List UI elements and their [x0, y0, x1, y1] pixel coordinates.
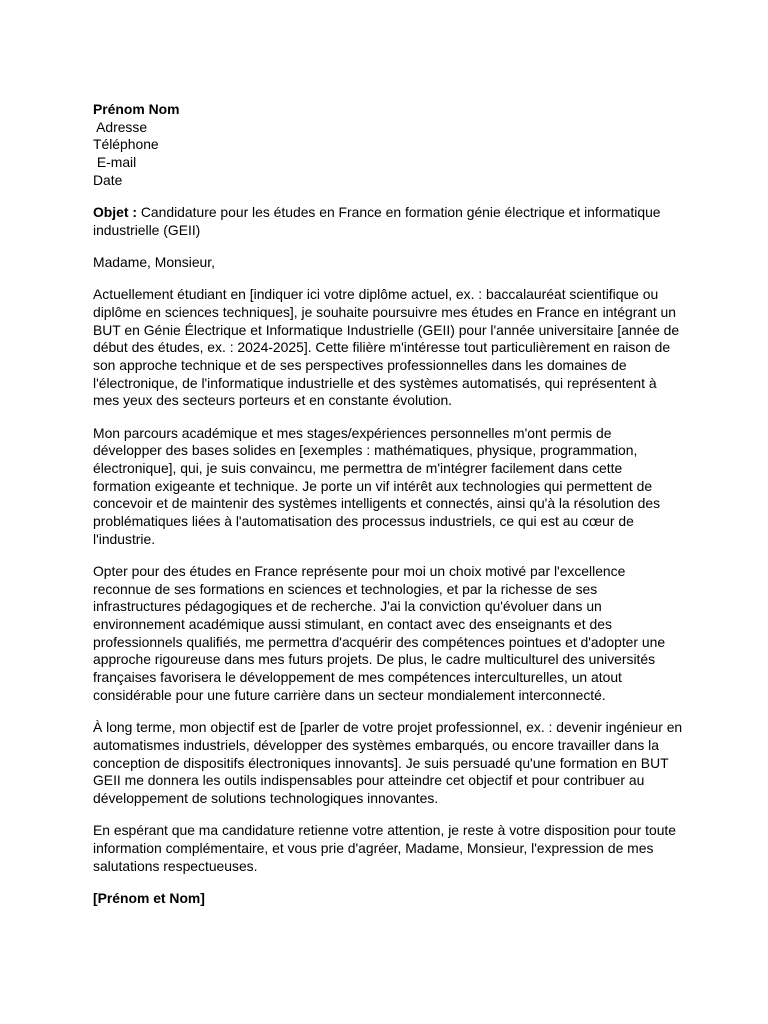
- subject-text: Candidature pour les études en France en formation génie électrique et informatique industrielle (GEII): [93, 204, 661, 238]
- letter-body: [93, 101, 683, 907]
- paragraph-motivation: Opter pour des études en France représente pour moi un choix motivé par l'excellence reconnue de ses formations en sciences et technologies, et par la richesse de ses infrastructures pédagogiques et de recherche. J'ai la conviction qu'évoluer dans un environnement académique aussi stimulant, en contact avec des enseignants et des professionnels qualifiés, me permettra d'acquérir des compétences pointues et d'adopter une approche rigoureuse dans mes futurs projets. De plus, le cadre multiculturel des universités françaises favorisera le développement de mes compétences interculturelles, un atout considérable pour une future carrière dans un secteur mondialement interconnecté.: [93, 562, 666, 703]
- salutation: Madame, Monsieur,: [93, 253, 215, 270]
- letter-date: Date: [93, 171, 123, 188]
- sender-phone: Téléphone: [93, 136, 159, 153]
- signature: [Prénom et Nom]: [93, 889, 205, 906]
- sender-email: E-mail: [93, 154, 137, 171]
- paragraph-career-goal: À long terme, mon objectif est de [parler de votre projet professionnel, ex. : devenir ingénieur en automatismes industriels, développer des systèmes embarqués, ou encore travailler dans la conception de dispositifs électroniques innovants]. Je suis persuadé qu'une formation en BUT GEII me donnera les outils indispensables pour atteindre cet objectif et pour contribuer au développement de solutions technologiques innovantes.: [93, 719, 683, 806]
- paragraph-intro: Actuellement étudiant en [indiquer ici votre diplôme actuel, ex. : baccalauréat scientifique ou diplôme en sciences techniques], je souhaite poursuivre mes études en France en intégrant un BUT en Génie Électrique et Informatique Industrielle (GEII) pour l'année universitaire [année de début des études, ex. : 2024-2025]. Cette filière m'intéresse tout particulièrement en raison de son approche technique et de ses perspectives professionnelles dans les domaines de l'électronique, de l'informatique industrielle et des systèmes automatisés, qui représentent à mes yeux des secteurs porteurs et en constante évolution.: [93, 286, 680, 409]
- subject-label: Objet :: [93, 204, 137, 221]
- paragraph-background: Mon parcours académique et mes stages/expériences personnelles m'ont permis de développer des bases solides en [exemples : mathématiques, physique, programmation, électronique], qui, je suis convaincu, me permettra de m'intégrer facilement dans cette formation exigeante et technique. Je porte un vif intérêt aux technologies qui permettent de concevoir et de maintenir des systèmes intelligents et connectés, ainsi qu'à la résolution des problématiques liées à l'automatisation des processus industriels, ce qui est au cœur de l'industrie.: [93, 424, 661, 547]
- sender-name: Prénom Nom: [93, 101, 180, 117]
- sender-address: Adresse: [93, 118, 148, 135]
- paragraph-closing: En espérant que ma candidature retienne votre attention, je reste à votre disposition pour toute information complémentaire, et vous prie d'agréer, Madame, Monsieur, l'expression de mes salutations respectueuses.: [93, 822, 676, 874]
- sender-block: [93, 101, 683, 190]
- subject-line: [93, 204, 683, 239]
